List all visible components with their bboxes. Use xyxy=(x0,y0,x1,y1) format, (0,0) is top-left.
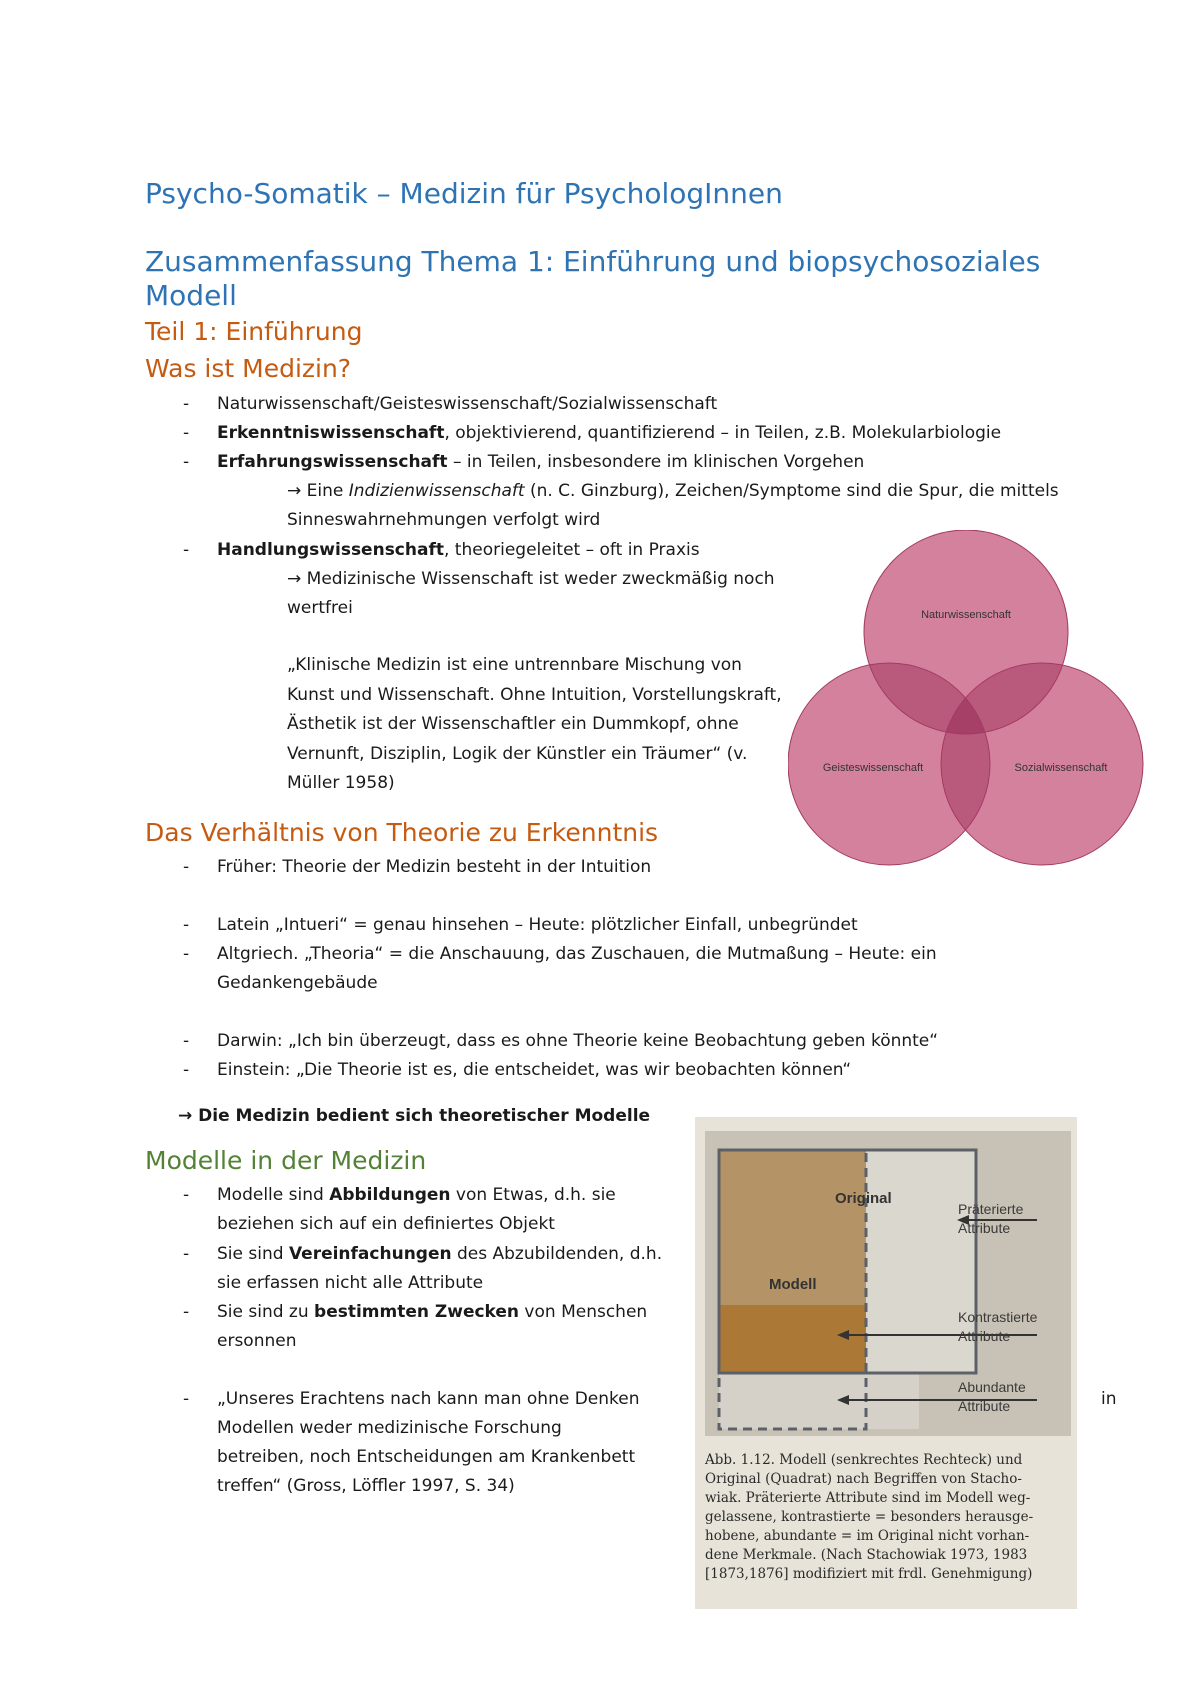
figure-attr-label: Kontrastierte xyxy=(958,1309,1038,1325)
list-item-fragment: in xyxy=(1101,1389,1117,1409)
list-item: Latein „Intueri“ = genau hinsehen – Heute: plötzlicher Einfall, unbegründet xyxy=(217,915,858,935)
list-subitem: → Eine Indizienwissenschaft (n. C. Ginzburg), Zeichen/Symptome sind die Spur, die mittels xyxy=(287,481,1059,501)
list-item: Modelle sind Abbildungen von Etwas, d.h. sie xyxy=(217,1185,616,1205)
list-item-continuation: Gedankengebäude xyxy=(217,973,378,993)
figure-attr-label: Attribute xyxy=(958,1220,1011,1236)
list-item: Früher: Theorie der Medizin besteht in der Intuition xyxy=(217,857,652,877)
figure-attr-label: Attribute xyxy=(958,1328,1011,1344)
bullet-dash: - xyxy=(183,394,190,414)
bullet-dash: - xyxy=(183,1244,190,1264)
list-item-continuation: Modellen weder medizinische Forschung xyxy=(217,1418,562,1438)
venn-label-left: Geisteswissenschaft xyxy=(822,762,924,774)
list-subitem: Sinneswahrnehmungen verfolgt wird xyxy=(287,510,601,530)
venn-diagram xyxy=(788,530,1148,870)
list-item-continuation: sie erfassen nicht alle Attribute xyxy=(217,1273,484,1293)
list-item: Erfahrungswissenschaft – in Teilen, insbesondere im klinischen Vorgehen xyxy=(217,452,865,472)
list-item: „Unseres Erachtens nach kann man ohne Denken xyxy=(217,1389,640,1409)
bullet-dash: - xyxy=(183,423,190,443)
svg-text:gelassene, kontrastierte = bes: gelassene, kontrastierte = besonders herausge- xyxy=(705,1509,1034,1525)
quote-mueller: „Klinische Medizin ist eine untrennbare Mischung von Kunst und Wissenschaft. Ohne Intuition, Vorstellungskraft, Ästhetik ist der Wissenschaftler ein Dummkopf, ohne Vernunft, Disziplin, Logik der Künstler ein Träumer“ (v. Müller 1958) xyxy=(287,655,782,793)
list-subitem: wertfrei xyxy=(287,598,353,618)
svg-text:[1873,1876] modifiziert mit fr: [1873,1876] modifiziert mit frdl. Genehmigung) xyxy=(705,1566,1033,1582)
list-item-continuation: ersonnen xyxy=(217,1331,297,1351)
figure-label-modell: Modell xyxy=(769,1276,817,1293)
figure-attr-label: Präterierte xyxy=(958,1201,1024,1217)
bullet-dash: - xyxy=(183,540,190,560)
list-item-continuation: treffen“ (Gross, Löffler 1997, S. 34) xyxy=(217,1476,515,1496)
section-heading-medizin: Was ist Medizin? xyxy=(145,354,352,383)
figure-attr-label: Abundante xyxy=(958,1379,1026,1395)
list-item: Naturwissenschaft/Geisteswissenschaft/Sozialwissenschaft xyxy=(217,394,718,414)
svg-text:dene Merkmale. (Nach Stachowia: dene Merkmale. (Nach Stachowiak 1973, 1983 xyxy=(705,1547,1028,1563)
list-item: Sie sind Vereinfachungen des Abzubildenden, d.h. xyxy=(217,1244,663,1264)
svg-text:Abb. 1.12. Modell (senkrechtes: Abb. 1.12. Modell (senkrechtes Rechteck) und xyxy=(705,1452,1023,1468)
bullet-dash: - xyxy=(183,1389,190,1409)
list-item: Sie sind zu bestimmten Zwecken von Menschen xyxy=(217,1302,648,1322)
document-title: Psycho-Somatik – Medizin für PsychologInnen xyxy=(145,177,783,210)
document-subtitle: Zusammenfassung Thema 1: Einführung und biopsychosoziales Modell xyxy=(145,245,1041,312)
list-item: Altgriech. „Theoria“ = die Anschauung, das Zuschauen, die Mutmaßung – Heute: ein xyxy=(217,944,937,964)
venn-label-right: Sozialwissenschaft xyxy=(1014,762,1108,774)
figure-attr-label: Attribute xyxy=(958,1398,1011,1414)
section-heading-theorie: Das Verhältnis von Theorie zu Erkenntnis xyxy=(145,818,659,847)
section-heading-modelle: Modelle in der Medizin xyxy=(145,1146,427,1175)
bullet-dash: - xyxy=(183,857,190,877)
conclusion-modelle: → Die Medizin bedient sich theoretischer Modelle xyxy=(178,1106,651,1126)
list-item: Einstein: „Die Theorie ist es, die entscheidet, was wir beobachten können“ xyxy=(217,1060,852,1080)
list-item: Handlungswissenschaft, theoriegeleitet – oft in Praxis xyxy=(217,540,700,560)
bullet-dash: - xyxy=(183,1031,190,1051)
venn-label-top: Naturwissenschaft xyxy=(921,609,1011,621)
figure-label-original: Original xyxy=(835,1190,892,1207)
bullet-dash: - xyxy=(183,1302,190,1322)
svg-text:Original (Quadrat) nach Begrif: Original (Quadrat) nach Begriffen von Stacho- xyxy=(705,1471,1022,1487)
svg-text:wiak. Präterierte Attribute si: wiak. Präterierte Attribute sind im Modell weg- xyxy=(705,1490,1031,1506)
figure-caption xyxy=(704,1452,1033,1582)
list-item-continuation: betreiben, noch Entscheidungen am Krankenbett xyxy=(217,1447,636,1467)
list-item-continuation: beziehen sich auf ein definiertes Objekt xyxy=(217,1214,555,1234)
list-item: Darwin: „Ich bin überzeugt, dass es ohne Theorie keine Beobachtung geben könnte“ xyxy=(217,1031,939,1051)
bullet-dash: - xyxy=(183,944,190,964)
list-subitem: → Medizinische Wissenschaft ist weder zweckmäßig noch xyxy=(287,569,775,589)
part-heading: Teil 1: Einführung xyxy=(145,317,363,346)
list-item: Erkenntniswissenschaft, objektivierend, quantifizierend – in Teilen, z.B. Molekularbiologie xyxy=(217,423,1002,443)
bullet-dash: - xyxy=(183,452,190,472)
figure-modell-original xyxy=(695,1117,1077,1609)
svg-text:hobene, abundante = im Origina: hobene, abundante = im Original nicht vorhan- xyxy=(705,1528,1030,1544)
bullet-dash: - xyxy=(183,1185,190,1205)
bullet-dash: - xyxy=(183,1060,190,1080)
bullet-dash: - xyxy=(183,915,190,935)
